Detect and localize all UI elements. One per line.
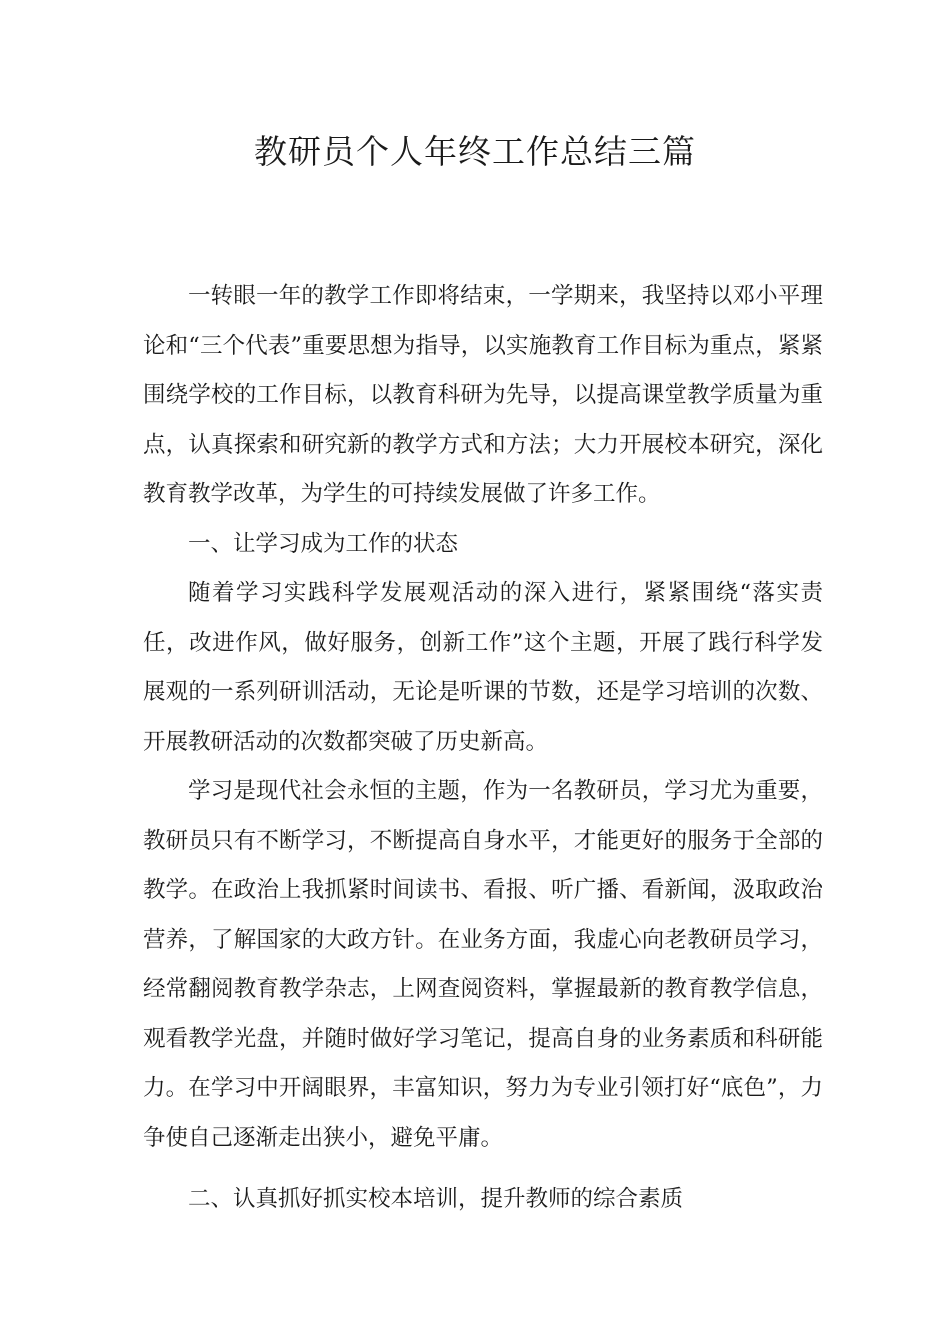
paragraph-section-1-b: 学习是现代社会永恒的主题，作为一名教研员，学习尤为重要，教研员只有不断学习，不断提高自身水平，才能更好的服务于全部的教学。在政治上我抓紧时间读书、看报、听广播、看新闻，汲取政治营养，了解国家的大政方针。在业务方面，我虚心向老教研员学习，经常翻阅教育教学杂志，上网查阅资料，掌握最新的教育教学信息，观看教学光盘，并随时做好学习笔记，提高自身的业务素质和科研能力。在学习中开阔眼界，丰富知识，努力为专业引领打好“底色”，力争使自己逐渐走出狭小，避免平庸。 <box>143 778 823 1151</box>
paragraph-intro: 一转眼一年的教学工作即将结束，一学期来，我坚持以邓小平理论和“三个代表”重要思想为指导，以实施教育工作目标为重点，紧紧围绕学校的工作目标，以教育科研为先导，以提高课堂教学质量为重点，认真探索和研究新的教学方式和方法；大力开展校本研究，深化教育教学改革，为学生的可持续发展做了许多工作。 <box>143 283 823 507</box>
document-body <box>143 272 823 1225</box>
document-title: 教研员个人年终工作总结三篇 <box>254 132 696 171</box>
section-heading-2: 二、认真抓好抓实校本培训，提升教师的综合素质 <box>188 1186 684 1212</box>
paragraph-section-1-a: 随着学习实践科学发展观活动的深入进行，紧紧围绕“落实责任，改进作风，做好服务，创新工作”这个主题，开展了践行科学发展观的一系列研训活动，无论是听课的节数，还是学习培训的次数、开展教研活动的次数都突破了历史新高。 <box>143 580 823 755</box>
section-heading-1: 一、让学习成为工作的状态 <box>188 530 459 557</box>
